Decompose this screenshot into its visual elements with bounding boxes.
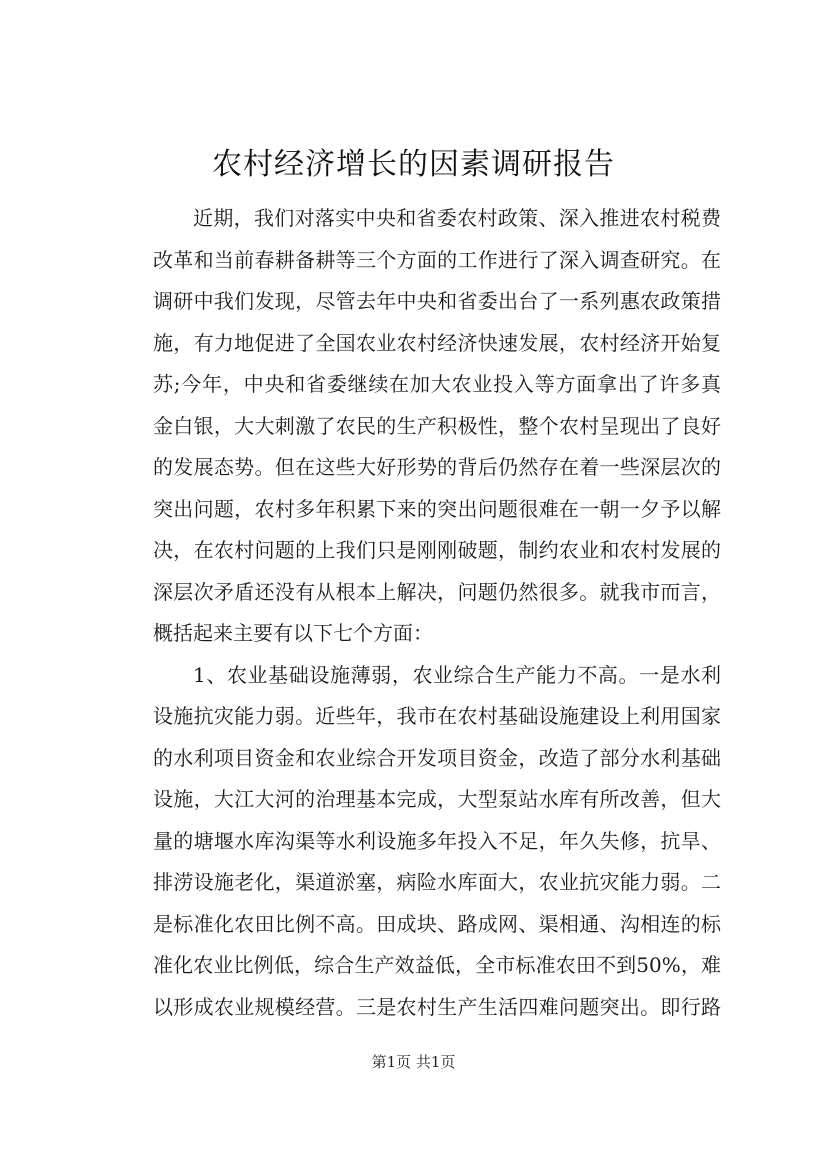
text-line: 近期，我们对落实中央和省委农村政策、深入推进农村税费 (193, 206, 721, 230)
document-title: 农村经济增长的因素调研报告 (212, 147, 615, 182)
text-line: 突出问题，农村多年积累下来的突出问题很难在一朝一夕予以解 (153, 496, 721, 521)
page-number-footer: 第1页 共1页 (371, 1053, 456, 1071)
text-line: 量的塘堰水库沟渠等水利设施多年投入不足，年久失修，抗旱、 (153, 828, 721, 853)
text-line: 金白银，大大刺激了农民的生产积极性，整个农村呈现出了良好 (153, 413, 721, 438)
text-line: 苏;今年，中央和省委继续在加大农业投入等方面拿出了许多真 (153, 372, 721, 396)
text-line: 的水利项目资金和农业综合开发项目资金，改造了部分水利基础 (153, 745, 721, 770)
text-line: 施，有力地促进了全国农业农村经济快速发展，农村经济开始复 (153, 330, 721, 355)
text-line: 决，在农村问题的上我们只是刚刚破题，制约农业和农村发展的 (153, 538, 721, 562)
text-line: 设施，大江大河的治理基本完成，大型泵站水库有所改善，但大 (153, 787, 721, 811)
document-body (113, 198, 721, 1028)
text-line: 调研中我们发现，尽管去年中央和省委出台了一系列惠农政策措 (153, 289, 721, 313)
text-line: 1、农业基础设施薄弱，农业综合生产能力不高。一是水利 (193, 662, 721, 687)
text-line: 排涝设施老化，渠道淤塞，病险水库面大，农业抗灾能力弱。二 (153, 870, 721, 894)
text-line: 设施抗灾能力弱。近些年，我市在农村基础设施建设上利用国家 (153, 704, 721, 728)
text-line: 以形成农业规模经营。三是农村生产生活四难问题突出。即行路 (153, 994, 721, 1019)
text-line: 的发展态势。但在这些大好形势的背后仍然存在着一些深层次的 (153, 455, 721, 479)
text-line: 概括起来主要有以下七个方面： (153, 621, 433, 645)
text-line: 深层次矛盾还没有从根本上解决，问题仍然很多。就我市而言， (153, 579, 721, 604)
paragraph-intro (113, 198, 721, 655)
paragraph-section-1 (113, 655, 721, 1029)
text-line: 准化农业比例低，综合生产效益低，全市标准农田不到50%，难 (153, 953, 721, 977)
text-line: 改革和当前春耕备耕等三个方面的工作进行了深入调查研究。在 (153, 247, 721, 272)
text-line: 是标准化农田比例不高。田成块、路成网、渠相通、沟相连的标 (153, 911, 721, 936)
